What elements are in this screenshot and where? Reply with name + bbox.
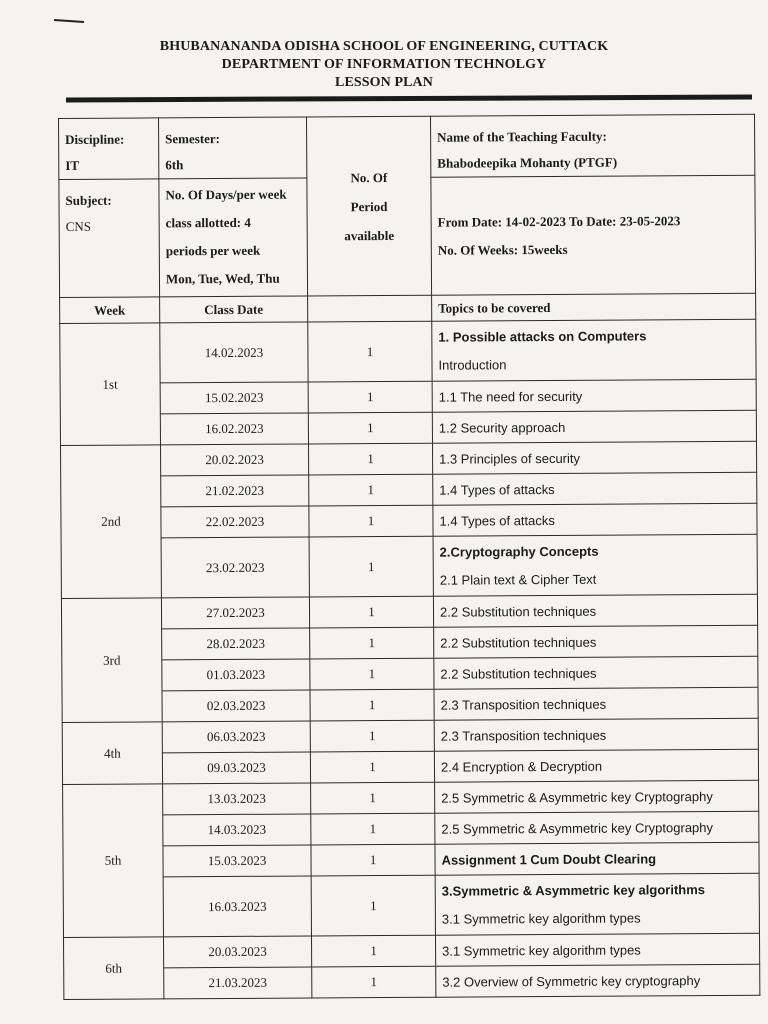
period-count: 1 bbox=[309, 596, 433, 628]
lesson-plan-table bbox=[58, 114, 760, 1000]
period-count: 1 bbox=[310, 720, 434, 752]
topic-text: Introduction bbox=[438, 356, 507, 373]
period-count: 1 bbox=[308, 381, 432, 413]
topic-cell bbox=[435, 873, 759, 935]
class-date: 06.03.2023 bbox=[162, 721, 310, 753]
table-row bbox=[62, 687, 758, 722]
class-date: 28.02.2023 bbox=[162, 628, 310, 660]
period-count: 1 bbox=[309, 505, 433, 537]
week-label: 2nd bbox=[61, 445, 162, 599]
period-count: 1 bbox=[310, 751, 434, 783]
table-row bbox=[61, 441, 757, 476]
table-row bbox=[63, 780, 759, 815]
class-date: 15.03.2023 bbox=[163, 845, 311, 877]
period-line-2: Period bbox=[350, 198, 388, 214]
topic-text: 2.1 Plain text & Cipher Text bbox=[439, 571, 597, 588]
topic-text: 1.4 Types of attacks bbox=[439, 481, 555, 498]
semester-cell bbox=[159, 117, 307, 179]
topic-cell bbox=[434, 687, 758, 720]
table-row bbox=[63, 811, 759, 846]
class-date: 14.02.2023 bbox=[160, 322, 308, 383]
period-count: 1 bbox=[312, 935, 436, 967]
col-class-date-header: Class Date bbox=[160, 296, 308, 323]
class-date: 01.03.2023 bbox=[162, 659, 310, 691]
topic-text: 1.2 Security approach bbox=[438, 419, 566, 436]
dates-cell bbox=[431, 175, 756, 295]
table-row bbox=[64, 933, 760, 968]
topic-text: 2.2 Substitution techniques bbox=[440, 634, 597, 651]
days-line-3: periods per week bbox=[165, 242, 261, 259]
period-count: 1 bbox=[309, 474, 433, 506]
topic-text: 2.2 Substitution techniques bbox=[439, 603, 597, 620]
topic-heading: 2.Cryptography Concepts bbox=[439, 543, 599, 560]
col-topics-header: Topics to be covered bbox=[432, 293, 756, 321]
table-row bbox=[63, 873, 759, 937]
topic-heading: 3.Symmetric & Asymmetric key algorithms bbox=[441, 881, 706, 899]
document-title: LESSON PLAN bbox=[335, 75, 433, 90]
days-line-4: Mon, Tue, Wed, Thu bbox=[165, 270, 280, 287]
table-row bbox=[62, 656, 758, 691]
period-count: 1 bbox=[311, 813, 435, 845]
topic-cell bbox=[434, 656, 758, 689]
days-line-1: No. Of Days/per week bbox=[165, 186, 287, 203]
table-row bbox=[62, 749, 758, 784]
class-date: 16.03.2023 bbox=[163, 876, 311, 937]
topic-text: 2.5 Symmetric & Asymmetric key Cryptography bbox=[441, 788, 713, 806]
faculty-value: Bhabodeepika Mohanty (PTGF) bbox=[437, 154, 618, 171]
table-row bbox=[61, 472, 757, 507]
week-label: 1st bbox=[60, 323, 161, 446]
topic-cell bbox=[434, 749, 758, 782]
week-label: 6th bbox=[64, 937, 164, 1000]
class-date: 14.03.2023 bbox=[163, 814, 311, 846]
topic-text: 2.5 Symmetric & Asymmetric key Cryptography bbox=[441, 819, 714, 837]
discipline-value: IT bbox=[65, 157, 80, 173]
topic-text: 1.1 The need for security bbox=[438, 388, 583, 405]
class-date: 21.03.2023 bbox=[164, 967, 312, 999]
topic-cell bbox=[432, 379, 756, 412]
period-line-1: No. Of bbox=[350, 169, 388, 185]
period-count: 1 bbox=[311, 875, 435, 936]
department-name: DEPARTMENT OF INFORMATION TECHNOLGY bbox=[221, 57, 547, 72]
pen-mark bbox=[54, 19, 84, 23]
topic-cell bbox=[434, 625, 758, 658]
period-count: 1 bbox=[311, 844, 435, 876]
topic-text: 2.4 Encryption & Decryption bbox=[440, 758, 603, 775]
topic-cell bbox=[433, 503, 757, 536]
semester-value: 6th bbox=[165, 157, 184, 173]
topic-cell bbox=[433, 472, 757, 505]
table-row bbox=[61, 534, 757, 598]
col-period-header bbox=[308, 295, 432, 322]
class-date: 20.02.2023 bbox=[160, 444, 308, 476]
topic-cell bbox=[435, 933, 759, 966]
document-header bbox=[0, 38, 768, 92]
table-row bbox=[62, 625, 758, 660]
class-date: 15.02.2023 bbox=[160, 382, 308, 414]
period-count: 1 bbox=[308, 443, 432, 475]
semester-label: Semester: bbox=[165, 131, 221, 147]
subject-label: Subject: bbox=[65, 192, 112, 208]
topic-cell bbox=[432, 410, 756, 443]
discipline-label: Discipline: bbox=[65, 131, 125, 147]
topic-cell bbox=[433, 534, 757, 596]
topic-text: 3.1 Symmetric key algorithm types bbox=[442, 941, 641, 959]
topic-cell bbox=[433, 594, 757, 627]
class-date: 20.03.2023 bbox=[164, 936, 312, 968]
class-date: 27.02.2023 bbox=[161, 597, 309, 629]
table-row bbox=[60, 319, 756, 383]
faculty-label: Name of the Teaching Faculty: bbox=[437, 128, 607, 145]
topic-assignment: Assignment 1 Cum Doubt Clearing bbox=[441, 850, 657, 868]
days-line-2: class allotted: 4 bbox=[165, 214, 251, 231]
period-available-cell bbox=[306, 116, 431, 296]
period-count: 1 bbox=[309, 536, 433, 597]
period-line-3: available bbox=[344, 227, 395, 243]
topic-cell bbox=[432, 319, 756, 381]
info-row-1 bbox=[59, 114, 755, 179]
topic-cell bbox=[436, 964, 760, 997]
topic-text: 3.2 Overview of Symmetric key cryptography bbox=[442, 972, 701, 990]
topic-text: 2.2 Substitution techniques bbox=[440, 665, 597, 682]
class-date: 22.02.2023 bbox=[161, 506, 309, 538]
week-label: 5th bbox=[63, 784, 164, 938]
subject-cell bbox=[59, 179, 160, 298]
topic-heading: 1. Possible attacks on Computers bbox=[438, 327, 647, 345]
topic-text: 1.3 Principles of security bbox=[439, 450, 581, 467]
discipline-cell bbox=[59, 118, 159, 180]
period-count: 1 bbox=[311, 782, 435, 814]
class-date: 09.03.2023 bbox=[162, 752, 310, 784]
week-label: 3rd bbox=[61, 598, 162, 723]
header-divider bbox=[66, 95, 752, 103]
topic-text: 1.4 Types of attacks bbox=[439, 512, 555, 529]
period-count: 1 bbox=[310, 689, 434, 721]
period-count: 1 bbox=[308, 412, 432, 444]
period-count: 1 bbox=[308, 321, 432, 382]
col-week-header: Week bbox=[60, 297, 160, 324]
table-row bbox=[64, 964, 760, 999]
weeks-count: No. Of Weeks: 15weeks bbox=[437, 241, 568, 258]
topic-text: 3.1 Symmetric key algorithm types bbox=[441, 909, 641, 927]
class-date: 16.02.2023 bbox=[160, 413, 308, 445]
table-row bbox=[60, 379, 756, 414]
class-date: 02.03.2023 bbox=[162, 690, 310, 722]
subject-value: CNS bbox=[65, 218, 92, 234]
topic-cell bbox=[432, 441, 756, 474]
topic-text: 2.3 Transposition techniques bbox=[440, 696, 607, 713]
faculty-cell bbox=[430, 114, 754, 177]
week-label: 4th bbox=[62, 722, 162, 785]
topic-text: 2.3 Transposition techniques bbox=[440, 727, 607, 744]
table-row bbox=[61, 503, 757, 538]
class-date: 21.02.2023 bbox=[161, 475, 309, 507]
period-count: 1 bbox=[310, 658, 434, 690]
class-date: 13.03.2023 bbox=[163, 783, 311, 815]
table-row bbox=[61, 594, 757, 629]
institution-name: BHUBANANANDA ODISHA SCHOOL OF ENGINEERING, CUTTACK bbox=[159, 39, 609, 54]
topic-cell bbox=[435, 842, 759, 875]
period-count: 1 bbox=[312, 966, 436, 998]
topic-cell bbox=[435, 811, 759, 844]
table-row bbox=[62, 718, 758, 753]
period-count: 1 bbox=[310, 627, 434, 659]
topic-cell bbox=[434, 718, 758, 751]
table-row bbox=[63, 842, 759, 877]
class-date: 23.02.2023 bbox=[161, 537, 309, 598]
topic-cell bbox=[435, 780, 759, 813]
days-allotted-cell bbox=[159, 178, 308, 297]
table-row bbox=[60, 410, 756, 445]
date-range: From Date: 14-02-2023 To Date: 23-05-2023 bbox=[437, 212, 681, 230]
